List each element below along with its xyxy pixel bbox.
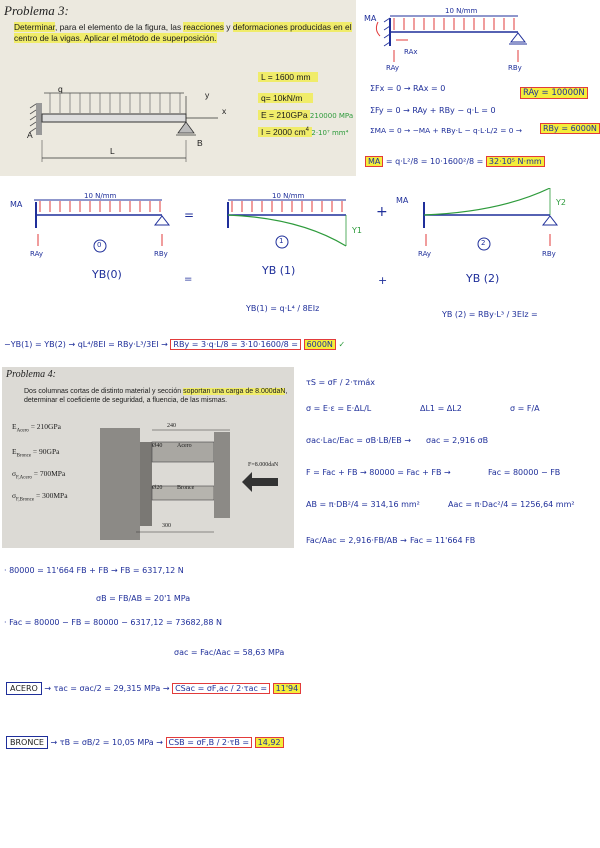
prop-q: q= 10kN/m	[261, 93, 303, 103]
dim-240: 240	[167, 423, 176, 429]
p4-r2: σ = E·ε = E·ΔL/L	[306, 404, 372, 413]
force-label: F=8.000daN	[248, 462, 279, 468]
p4-acero-line	[6, 684, 301, 693]
prop-e-bronce-val: = 90GPa	[31, 447, 60, 456]
sup-final-result: 6000N	[304, 339, 336, 350]
prop-L: L = 1600 mm	[261, 72, 311, 82]
p4-b2: σB = FB/AB = 20'1 MPa	[96, 594, 191, 603]
dia-40: Ø40	[152, 443, 163, 449]
prop-I-value: I = 2000 cm	[261, 127, 306, 137]
sup-load1: 10 N/mm	[272, 192, 305, 200]
prop-s-bronce-val: = 300MPa	[34, 491, 68, 500]
p4-r1: τS = σF / 2·τmáx	[306, 378, 376, 387]
fig-l-label: L	[110, 146, 115, 156]
p3-ma-result: 32·10⁵ N·mm	[486, 156, 545, 167]
fig-a-label: A	[27, 130, 33, 140]
dim-300: 300	[162, 523, 171, 529]
stmt4-part: , determinar el coeficiente de seguridad, a fluencia, de las mismas.	[24, 388, 288, 404]
p3-ma-eq: = q·L²/8 = 10·1600²/8 =	[385, 157, 484, 166]
stmt4-part: Dos columnas cortas de distinto material y sección	[24, 388, 184, 395]
p4-b1	[4, 566, 184, 575]
fig-y-label: y	[205, 90, 210, 100]
prop-I-note: 2·10⁷ mm⁴	[311, 129, 349, 137]
p3-load-label: 10 N/mm	[445, 7, 478, 15]
stmt-reacciones: reacciones	[183, 22, 224, 32]
sup-plus: +	[376, 204, 388, 220]
p4-r6: Fac/Aac = 2,916·FB/AB →	[306, 536, 407, 545]
sup-plus2: +	[378, 274, 388, 287]
sup-n1: 1	[279, 237, 284, 245]
bronce-eq: → τB = σB/2 = 10,05 MPa →	[50, 738, 163, 747]
p3-eq-ma: ΣMA = 0 → −MA + RBy·L − q·L·L/2 = 0 →	[370, 126, 522, 135]
p3-rax-label: RAx	[404, 48, 418, 56]
p4-r3b: σac = 2,916 σB	[426, 436, 489, 445]
sup-n0: 0	[97, 241, 102, 249]
bronce-cs-box: CSB = σF,B / 2·τB =	[166, 737, 253, 748]
p4-r2b: ΔL1 = ΔL2	[420, 404, 462, 413]
sup-yb0: YB(0)	[92, 268, 122, 281]
p3-eq-fy: ΣFy = 0 → RAy + RBy − q·L = 0	[370, 106, 496, 115]
sup-formula1: YB(1) = q·L⁴ / 8EIz	[246, 304, 320, 313]
p4-r5: AB = π·DB²/4 = 314,16 mm²	[306, 500, 420, 509]
p3-eq-fx: ΣFx = 0 → RAx = 0	[370, 84, 446, 93]
prop-s-acero	[12, 469, 65, 481]
sup-y1: Y1	[352, 226, 362, 235]
p3-ma-lhs: MA	[365, 156, 383, 167]
prop-E-value: E = 210GPa	[261, 110, 308, 120]
p4-r6b: Fac = 11'664 FB	[410, 536, 476, 545]
prop-e-acero	[12, 422, 61, 434]
sup-equals2: =	[184, 274, 193, 285]
prop-s-bronce-sym: σ	[12, 491, 17, 500]
sup-ray2: RAy	[418, 250, 432, 258]
sup-final-eq: −YB(1) = YB(2) → qL⁴/8EI = RBy·L³/3EI →	[4, 340, 168, 349]
prop-E	[261, 110, 353, 120]
sup-ray0: RAy	[30, 250, 44, 258]
p4-b1-eq: · 80000 = 11'664 FB + FB →	[4, 566, 118, 575]
sup-formula2: YB (2) = RBy·L³ / 3EIz =	[442, 310, 538, 319]
problem4-figure	[92, 422, 292, 546]
acero-eq: → τac = σac/2 = 29,315 MPa →	[44, 684, 170, 693]
p3-rby-result-value: RBy = 6000N	[540, 123, 600, 134]
p4-r2c: σ = F/A	[510, 404, 540, 413]
prop-s-bronce	[12, 491, 68, 503]
p4-r3: σac·Lac/Eac = σB·LB/EB →	[306, 436, 412, 445]
p3-ma-label: MA	[364, 14, 377, 23]
prop-e-bronce	[12, 447, 59, 459]
sup-y2: Y2	[556, 198, 566, 207]
stmt4-load: soportan una carga de 8.000daN	[183, 388, 286, 395]
label-bronce: Bronce	[177, 485, 195, 491]
sup-n2: 2	[481, 239, 486, 247]
fig-b-label: B	[197, 138, 203, 148]
prop-I: I = 2000 $cm^4$ 2·10⁷ mm⁴	[261, 127, 349, 137]
dia-20: Ø20	[152, 485, 163, 491]
sup-equals: =	[184, 208, 195, 222]
bronce-label: BRONCE	[6, 736, 48, 749]
sup-ma0: MA	[10, 200, 23, 209]
stmt-part: y	[223, 22, 233, 32]
prop-s-acero-val: = 700MPa	[31, 469, 66, 478]
p3-rby-label: RBy	[508, 64, 522, 72]
label-acero: Acero	[177, 443, 192, 449]
p4-b4: σac = Fac/Aac = 58,63 MPa	[174, 648, 285, 657]
prop-e-bronce-sym: E	[12, 447, 17, 456]
p3-ray-result-value: RAy = 10000N	[520, 87, 588, 99]
p3-ray-result	[520, 88, 588, 98]
p3-ma-formula	[365, 157, 545, 166]
prop-e-acero-sym: E	[12, 422, 17, 431]
prop-e-acero-val: = 210GPa	[28, 422, 61, 431]
sup-load0: 10 N/mm	[84, 192, 117, 200]
sup-final-box: RBy = 3·q·L/8 = 3·10·1600/8 =	[170, 339, 301, 350]
sup-rby2: RBy	[542, 250, 556, 258]
p4-b3: · Fac = 80000 − FB = 80000 − 6317,12 = 73682,88 N	[4, 618, 222, 627]
check-icon: ✓	[338, 340, 346, 349]
sup-final	[4, 340, 345, 349]
prop-e-bronce-sub: Bronce	[16, 453, 32, 459]
problem3-figure	[0, 0, 356, 176]
problem4-image	[2, 367, 294, 548]
stmt-determinar: Determinar	[14, 22, 55, 32]
problem3-title: Problema 3:	[4, 3, 69, 18]
fig-x-label: x	[222, 106, 227, 116]
stmt-part: , para el elemento de la figura, las	[54, 22, 184, 32]
acero-cs-box: CSac = σF,ac / 2·τac =	[172, 683, 270, 694]
fig-q-label: q	[58, 84, 63, 94]
sup-rby0: RBy	[154, 250, 168, 258]
prop-s-acero-sub: F,Acero	[16, 475, 32, 481]
p4-r4: F = Fac + FB → 80000 = Fac + FB →	[306, 468, 451, 477]
problem4-statement	[24, 387, 289, 405]
sup-yb2: YB (2)	[466, 272, 500, 285]
prop-e-acero-sub: Acero	[16, 428, 29, 434]
prop-E-note: 210000 MPa	[309, 112, 354, 120]
problem4-title: Problema 4:	[6, 369, 56, 380]
p3-rby-result	[540, 124, 600, 133]
bronce-cs-result: 14,92	[255, 737, 284, 748]
sup-yb1: YB (1)	[262, 264, 296, 277]
prop-s-acero-sym: σ	[12, 469, 17, 478]
acero-cs-result: 11'94	[273, 683, 302, 694]
superposition-sketch	[0, 188, 600, 298]
problem3-image	[0, 0, 356, 176]
p4-r5b: Aac = π·Dac²/4 = 1256,64 mm²	[448, 500, 575, 509]
p4-bronce-line	[6, 738, 284, 747]
prop-s-bronce-sub: F,Bronce	[16, 497, 35, 503]
p4-b1-res: FB = 6317,12 N	[120, 566, 184, 575]
p4-r4b: Fac = 80000 − FB	[488, 468, 561, 477]
stmt-part: producidas en el centro de la vigas. Aplicar el método de superposición.	[14, 22, 352, 43]
acero-label: ACERO	[6, 682, 42, 695]
p3-ray-label: RAy	[386, 64, 400, 72]
sup-ma2: MA	[396, 196, 409, 205]
stmt-deformaciones: deformaciones	[232, 22, 288, 32]
